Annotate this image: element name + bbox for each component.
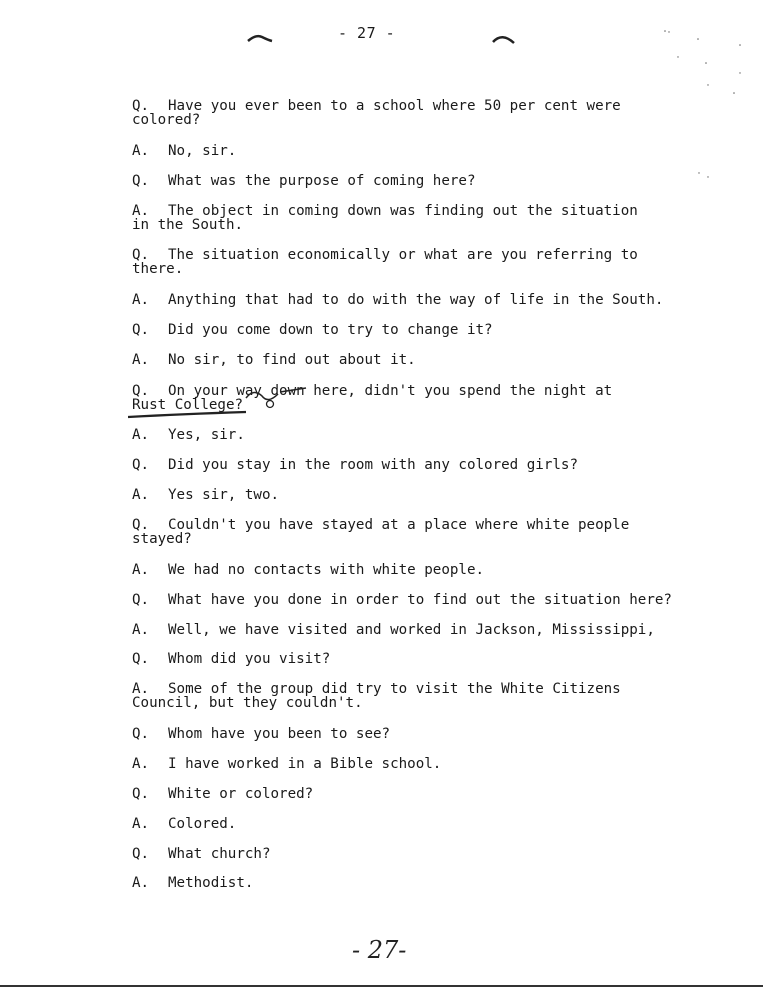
entry-text-line: What have you done in order to find out the situation here? — [168, 592, 672, 608]
entry-text-line: Whom have you been to see? — [168, 726, 391, 742]
transcript-entry — [132, 757, 441, 771]
speaker-label: Q. — [132, 173, 150, 189]
transcript-entry — [132, 876, 253, 890]
entry-text-line: Have you ever been to a school where 50 per cent were — [168, 98, 621, 114]
transcript-entry — [132, 488, 279, 502]
transcript-entry — [132, 204, 638, 232]
transcript-entry — [132, 428, 245, 442]
transcript-entry — [132, 144, 236, 158]
speaker-label: A. — [132, 352, 150, 368]
entry-text-line: Yes, sir. — [168, 427, 245, 443]
entry-text-line: What was the purpose of coming here? — [168, 173, 476, 189]
transcript-entry — [132, 353, 416, 367]
transcript-entry — [132, 174, 476, 188]
transcript-entry — [132, 563, 484, 577]
speaker-label: A. — [132, 681, 150, 697]
transcript-entry — [132, 99, 621, 127]
entry-text-line: there. — [132, 261, 184, 277]
transcript-entry — [132, 593, 672, 607]
speaker-label: A. — [132, 816, 150, 832]
entry-text-line: On your way down here, didn't you spend the night at — [168, 383, 613, 399]
speaker-label: A. — [132, 562, 150, 578]
scan-mark-right — [490, 32, 518, 46]
entry-text-line: I have worked in a Bible school. — [168, 756, 442, 772]
transcript-entry — [132, 652, 330, 666]
speaker-label: Q. — [132, 846, 150, 862]
scan-speckles — [650, 25, 750, 185]
transcript-entry — [132, 623, 655, 637]
speaker-label: A. — [132, 427, 150, 443]
entry-text-line: Did you stay in the room with any colored girls? — [168, 457, 578, 473]
transcript-entry — [132, 518, 629, 546]
bottom-scan-border — [0, 985, 763, 987]
handwritten-page-number: - 27- — [352, 936, 407, 964]
entry-text-line: Couldn't you have stayed at a place where white people — [168, 517, 630, 533]
page-number-top: - 27 - — [338, 24, 396, 42]
entry-text-line: colored? — [132, 112, 201, 128]
entry-text-line: Methodist. — [168, 875, 254, 891]
speaker-label: Q. — [132, 517, 150, 533]
scan-mark-left — [246, 32, 274, 44]
entry-text-line: What church? — [168, 846, 271, 862]
speaker-label: Q. — [132, 457, 150, 473]
entry-text-line: stayed? — [132, 531, 192, 547]
entry-text-line: White or colored? — [168, 786, 314, 802]
transcript-entry — [132, 817, 236, 831]
transcript-entry — [132, 787, 313, 801]
speaker-label: A. — [132, 487, 150, 503]
speaker-label: A. — [132, 143, 150, 159]
entry-text-line: No, sir. — [168, 143, 237, 159]
entry-text-line: Whom did you visit? — [168, 651, 331, 667]
entry-text-line: The situation economically or what are you referring to — [168, 247, 638, 263]
entry-text-line: in the South. — [132, 217, 244, 233]
speaker-label: Q. — [132, 322, 150, 338]
entry-text-line: No sir, to find out about it. — [168, 352, 416, 368]
speaker-label: A. — [132, 292, 150, 308]
transcript-entry — [132, 458, 578, 472]
speaker-label: A. — [132, 622, 150, 638]
speaker-label: Q. — [132, 98, 150, 114]
entry-text-line: Anything that had to do with the way of life in the South. — [168, 292, 664, 308]
entry-text-line: Some of the group did try to visit the White Citizens — [168, 681, 621, 697]
entry-text-line: Well, we have visited and worked in Jackson, Mississippi, — [168, 622, 655, 638]
speaker-label: Q. — [132, 247, 150, 263]
transcript-entry — [132, 847, 271, 861]
transcript-entry — [132, 293, 663, 307]
pen-annotation-mark — [128, 384, 308, 424]
speaker-label: Q. — [132, 383, 150, 399]
speaker-label: A. — [132, 203, 150, 219]
speaker-label: Q. — [132, 786, 150, 802]
entry-text-line: The object in coming down was finding out the situation — [168, 203, 638, 219]
speaker-label: Q. — [132, 592, 150, 608]
entry-text-line: Rust College? — [132, 397, 244, 413]
transcript-entry — [132, 323, 493, 337]
entry-text-line: Yes sir, two. — [168, 487, 280, 503]
transcript-entry — [132, 727, 390, 741]
speaker-label: Q. — [132, 651, 150, 667]
transcript-entry — [132, 248, 638, 276]
entry-text-line: Colored. — [168, 816, 237, 832]
transcript-entry — [132, 682, 621, 710]
speaker-label: A. — [132, 756, 150, 772]
speaker-label: Q. — [132, 726, 150, 742]
speaker-label: A. — [132, 875, 150, 891]
entry-text-line: Did you come down to try to change it? — [168, 322, 493, 338]
entry-text-line: Council, but they couldn't. — [132, 695, 363, 711]
entry-text-line: We had no contacts with white people. — [168, 562, 485, 578]
